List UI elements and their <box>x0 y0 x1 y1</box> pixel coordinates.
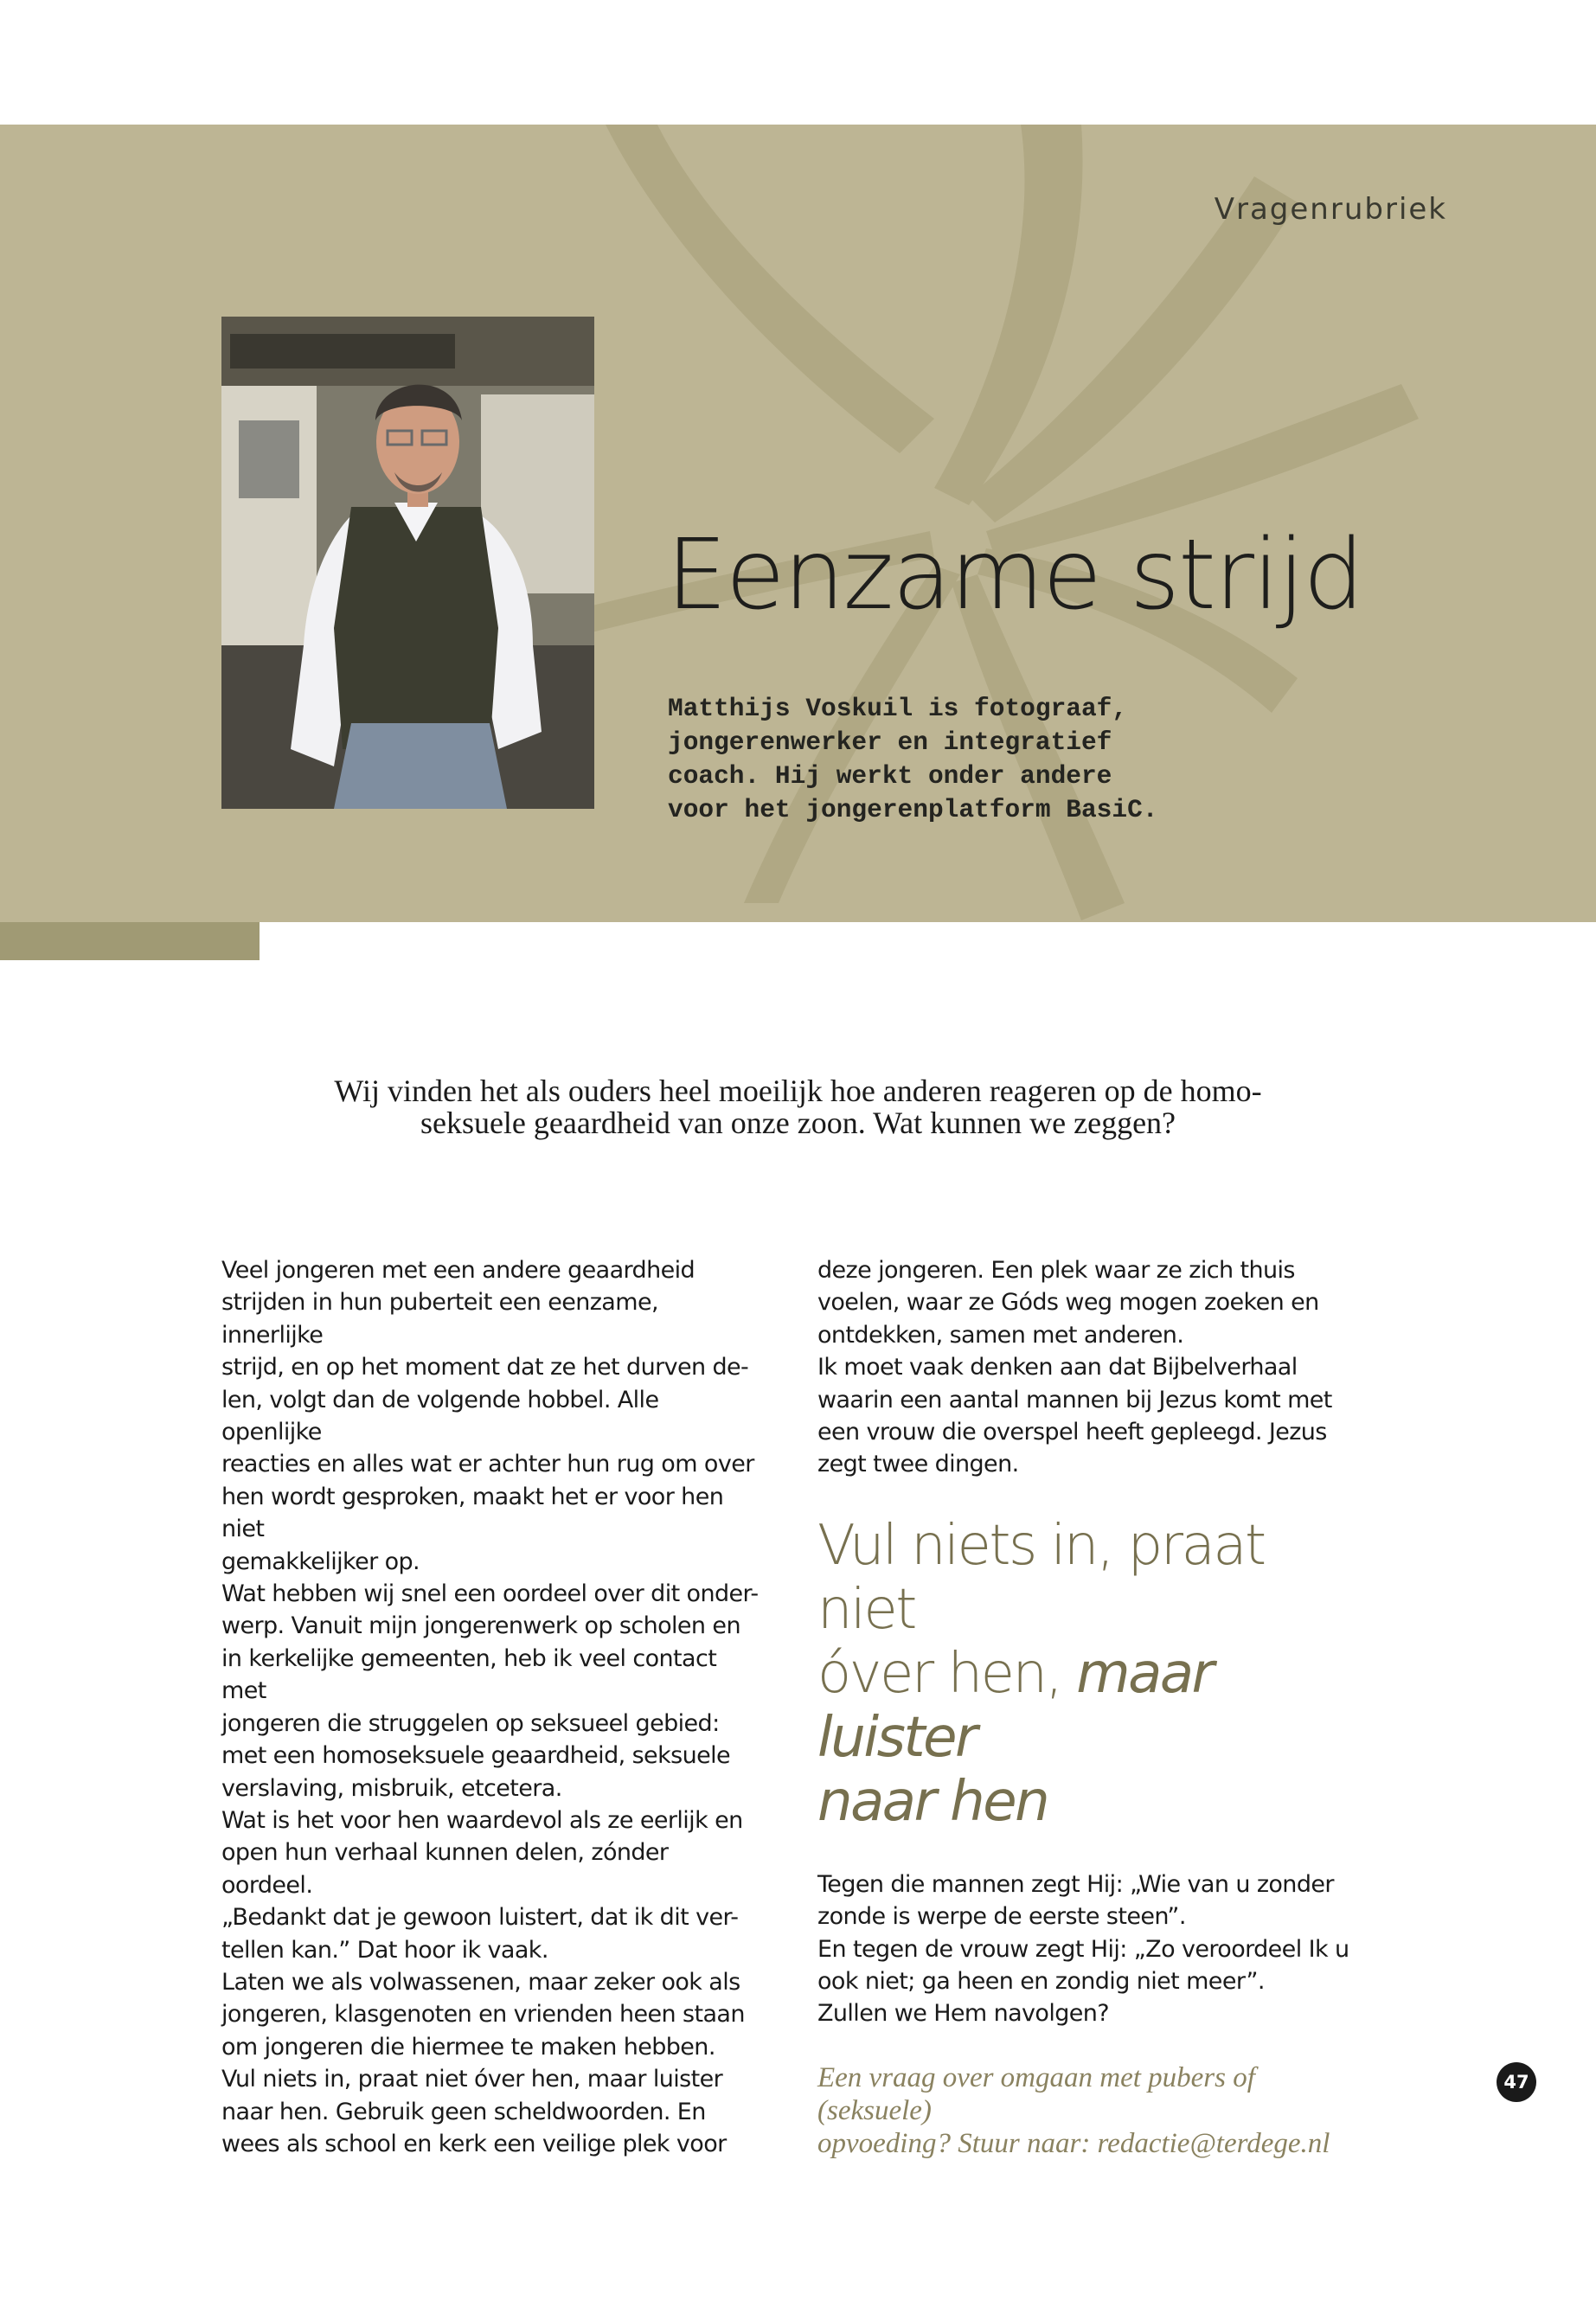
page-number-badge: 47 <box>1497 2062 1536 2102</box>
question-line: Wij vinden het als ouders heel moeilijk hoe anderen reageren op de homo- <box>334 1074 1262 1108</box>
text-line: tellen kan.” Dat hoor ik vaak. <box>221 1936 548 1964</box>
text-line: reacties en alles wat er achter hun rug om over <box>221 1451 754 1478</box>
text-line: voelen, waar ze Góds weg mogen zoeken en <box>817 1289 1319 1317</box>
text-line: Laten we als volwassenen, maar zeker ook als <box>221 1968 740 1996</box>
pull-quote-line: Vul niets in, praat niet <box>817 1513 1265 1642</box>
text-line: len, volgt dan de volgende hobbel. Alle openlijke <box>221 1386 659 1446</box>
text-line: strijden in hun puberteit een eenzame, innerlijke <box>221 1289 658 1349</box>
text-line: naar hen. Gebruik geen scheldwoorden. En <box>221 2098 706 2125</box>
intro-line: jongerenwerker en integratief <box>668 727 1112 757</box>
text-line: ontdekken, samen met anderen. <box>817 1321 1184 1349</box>
text-line: om jongeren die hiermee te maken hebben. <box>221 2033 715 2061</box>
text-line: jongeren die struggelen op seksueel gebied: <box>221 1709 720 1737</box>
contact-note <box>817 2061 1358 2160</box>
text-line: Ik moet vaak denken aan dat Bijbelverhaal <box>817 1354 1298 1381</box>
text-line: Wat is het voor hen waardevol als ze eerlijk en <box>221 1806 743 1834</box>
paragraph <box>817 1254 1358 1351</box>
text-line: jongeren, klasgenoten en vrienden heen staan <box>221 2001 745 2029</box>
question-line: seksuele geaardheid van onze zoon. Wat kunnen we zeggen? <box>420 1106 1176 1140</box>
paragraph <box>817 1351 1358 1481</box>
text-line: een vrouw die overspel heeft gepleegd. Jezus <box>817 1419 1327 1446</box>
paragraph <box>221 1254 762 1578</box>
portrait-photo <box>221 317 594 809</box>
text-line: Vul niets in, praat niet óver hen, maar luister <box>221 2066 723 2093</box>
paragraph <box>817 1933 1358 1998</box>
paragraph <box>817 1997 1358 2029</box>
text-line: werp. Vanuit mijn jongerenwerk op scholen en <box>221 1612 740 1640</box>
reader-question <box>221 1075 1375 1139</box>
article-title: Eenzame strijd <box>666 519 1363 631</box>
portrait-illustration <box>221 317 594 809</box>
text-line: open hun verhaal kunnen delen, zónder oordeel. <box>221 1839 669 1899</box>
text-line: zonde is werpe de eerste steen”. <box>817 1903 1186 1931</box>
author-intro <box>668 692 1221 827</box>
paragraph <box>221 1578 762 1804</box>
text-line: strijd, en op het moment dat ze het durven de- <box>221 1354 749 1381</box>
text-line: Veel jongeren met een andere geaardheid <box>221 1257 695 1284</box>
text-line: hen wordt gesproken, maakt het er voor hen niet <box>221 1483 724 1543</box>
intro-line: Matthijs Voskuil is fotograaf, <box>668 694 1128 723</box>
text-line: waarin een aantal mannen bij Jezus komt met <box>817 1386 1332 1413</box>
pull-quote <box>817 1514 1358 1834</box>
intro-line: voor het jongerenplatform BasiC. <box>668 795 1158 824</box>
text-line: Zullen we Hem navolgen? <box>817 2000 1110 2028</box>
pull-quote-line-italic: naar hen <box>817 1769 1048 1834</box>
pull-quote-line: óver hen, <box>817 1641 1077 1706</box>
text-line: En tegen de vrouw zegt Hij: „Zo veroordeel Ik u <box>817 1935 1349 1963</box>
paragraph <box>817 1868 1358 1933</box>
text-line: Wat hebben wij snel een oordeel over dit onder- <box>221 1580 759 1608</box>
text-line: verslaving, misbruik, etcetera. <box>221 1774 562 1802</box>
text-line: gemakkelijker op. <box>221 1548 420 1575</box>
text-line: deze jongeren. Een plek waar ze zich thuis <box>817 1257 1295 1284</box>
body-column-left <box>221 1254 762 2160</box>
text-line: in kerkelijke gemeenten, heb ik veel contact met <box>221 1644 717 1705</box>
paragraph <box>221 1804 762 1966</box>
text-line: ook niet; ga heen en zondig niet meer”. <box>817 1968 1265 1996</box>
section-label: Vragenrubriek <box>1214 192 1447 227</box>
intro-line: coach. Hij werkt onder andere <box>668 761 1112 791</box>
text-line: zegt twee dingen. <box>817 1451 1019 1478</box>
text-line: „Bedankt dat je gewoon luistert, dat ik dit ver- <box>221 1904 739 1932</box>
contact-line: Een vraag over omgaan met pubers of (seksuele) <box>817 2061 1255 2126</box>
text-line: wees als school en kerk een veilige plek voor <box>221 2130 727 2157</box>
pull-quote-line-italic: maar luister <box>817 1641 1213 1770</box>
body-column-right <box>817 1254 1358 2160</box>
contact-line: opvoeding? Stuur naar: redactie@terdege.nl <box>817 2127 1330 2159</box>
text-line: met een homoseksuele geaardheid, seksuele <box>221 1742 731 1770</box>
text-line: Tegen die mannen zegt Hij: „Wie van u zonder <box>817 1870 1334 1898</box>
paragraph <box>221 1966 762 2160</box>
